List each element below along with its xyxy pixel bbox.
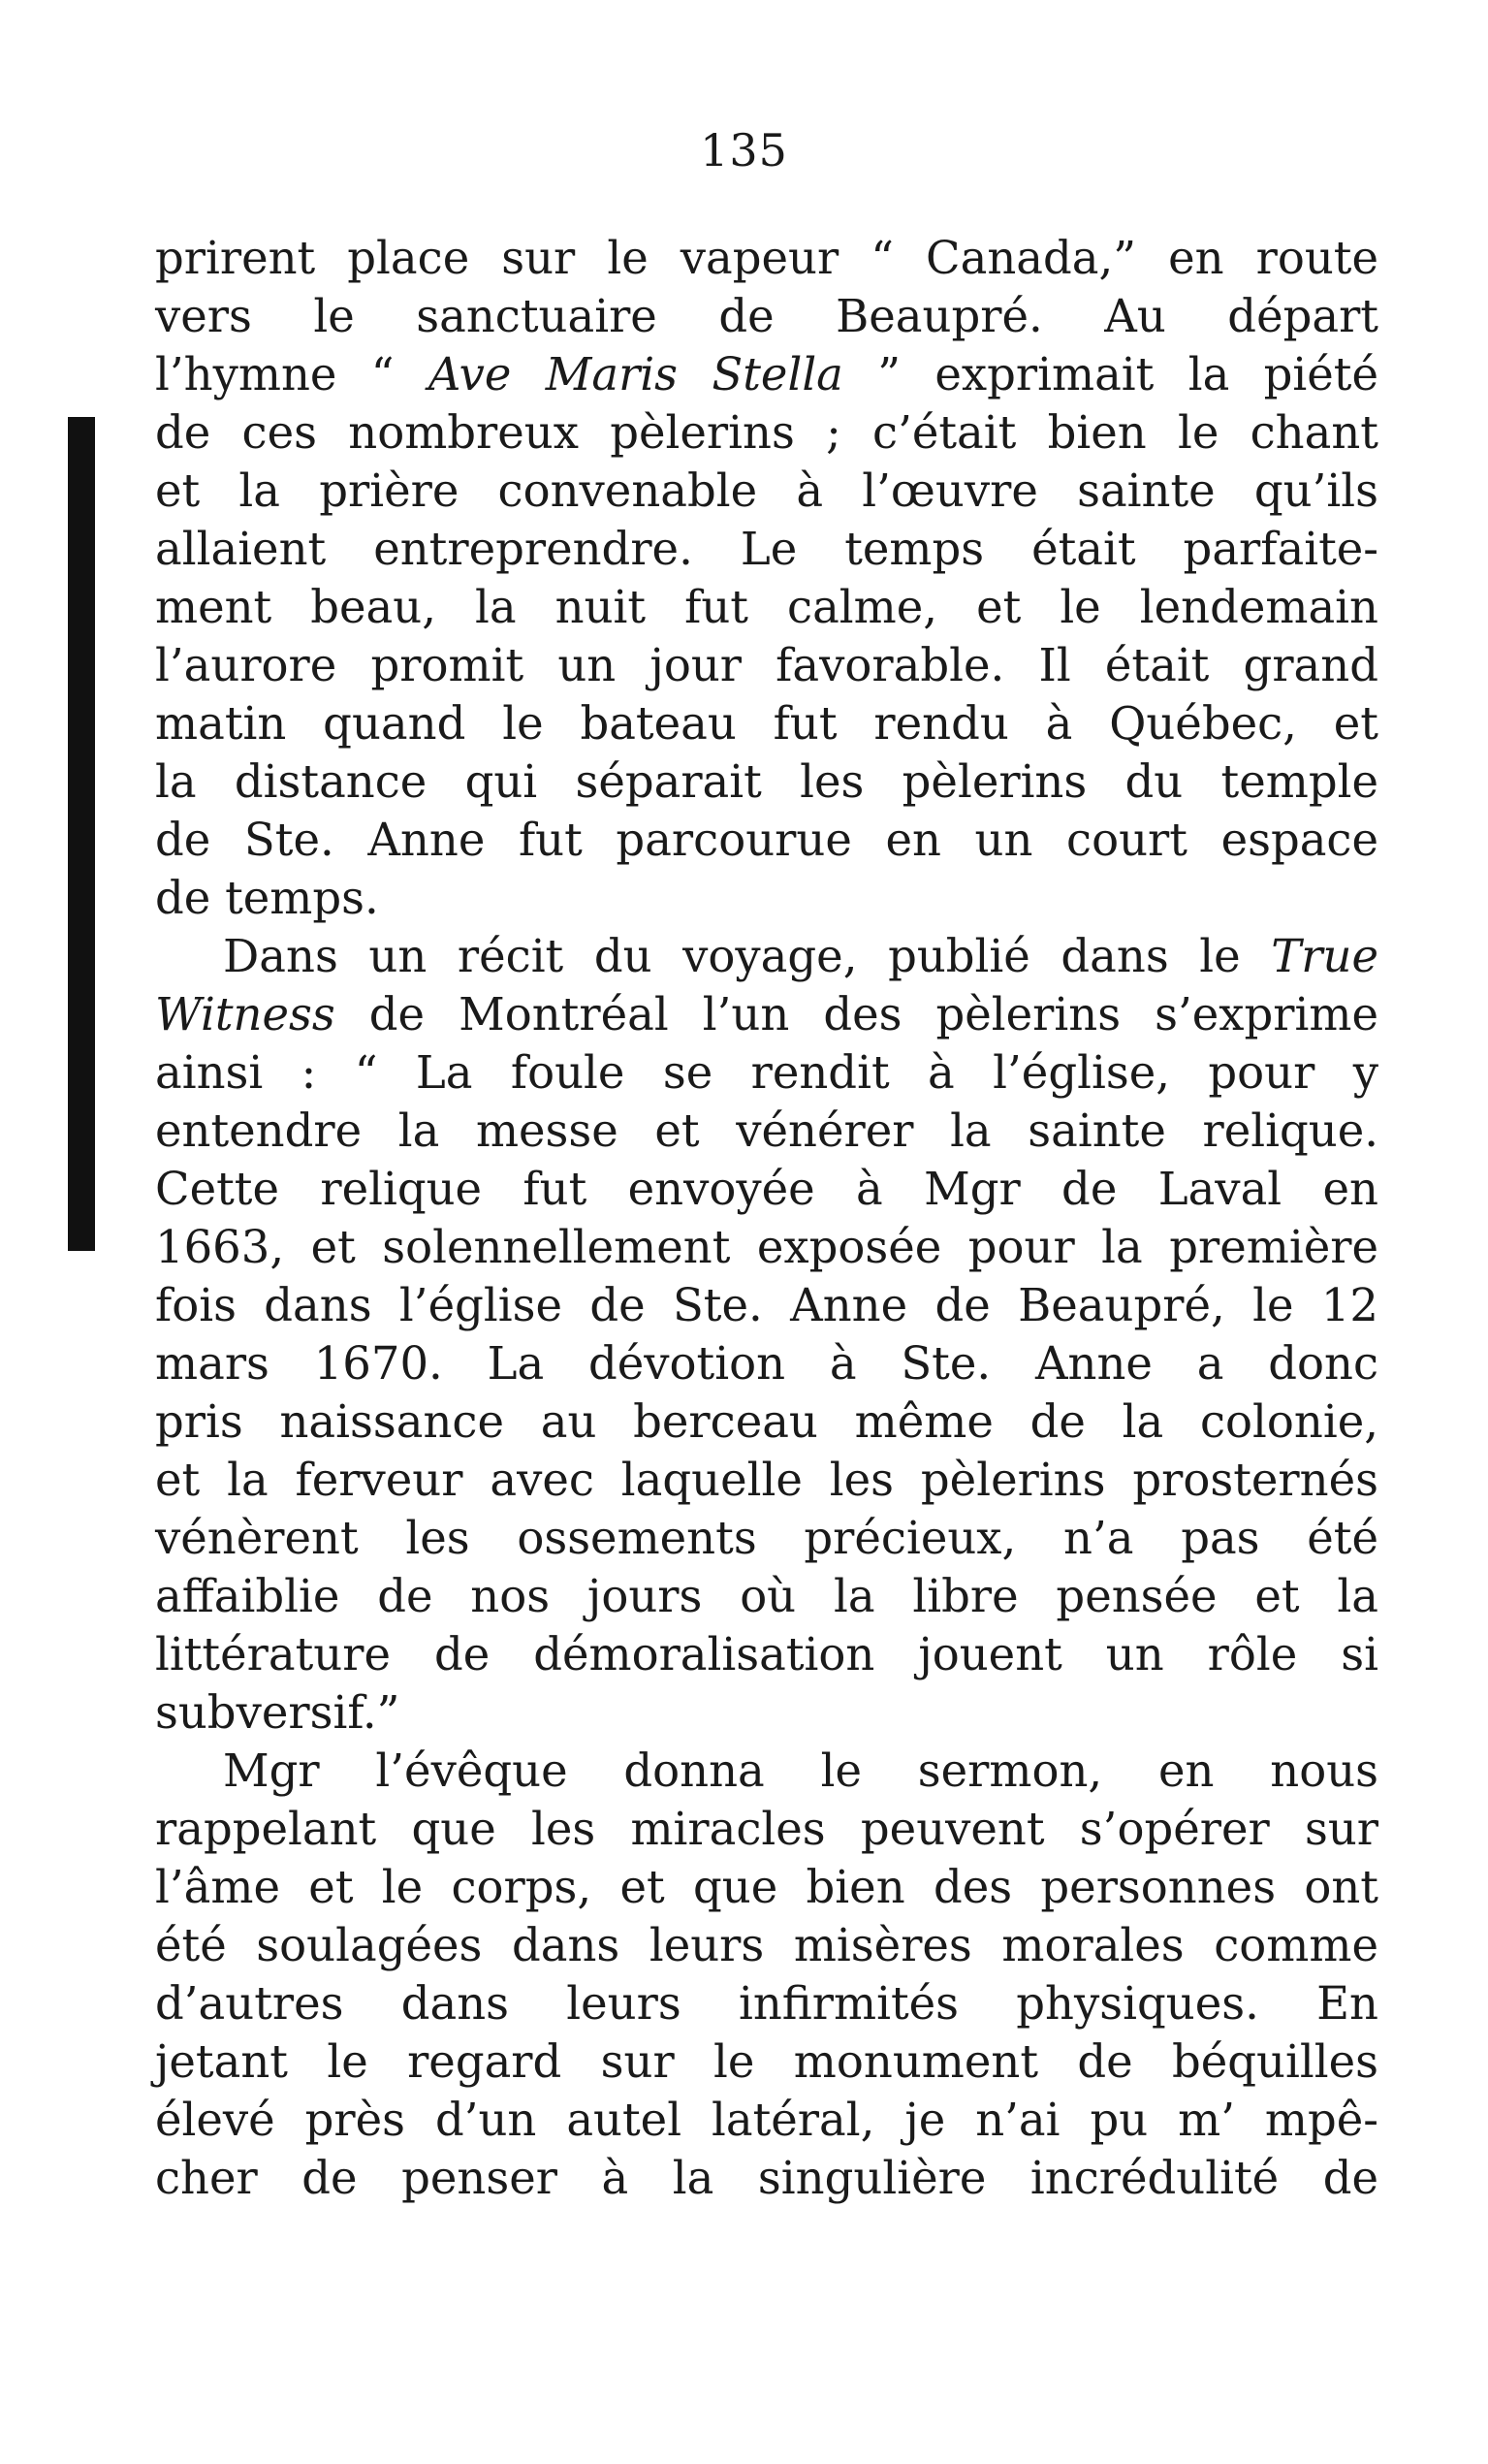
text-line: jetant le regard sur le monument de béquilles bbox=[155, 2035, 1378, 2088]
text-line: mars 1670. La dévotion à Ste. Anne a donc bbox=[155, 1337, 1378, 1390]
text-line: entendre la messe et vénérer la sainte relique. bbox=[155, 1104, 1378, 1157]
text-line: littérature de démoralisation jouent un rôle si bbox=[155, 1628, 1378, 1680]
text-line: ment beau, la nuit fut calme, et le lendemain bbox=[155, 581, 1378, 633]
italic-title: Witness bbox=[155, 988, 335, 1040]
text-line: vers le sanctuaire de Beaupré. Au départ bbox=[155, 290, 1378, 342]
text-line: affaiblie de nos jours où la libre pensée et la bbox=[155, 1570, 1378, 1622]
text-line: fois dans l’église de Ste. Anne de Beaupré, le 12 bbox=[155, 1279, 1378, 1331]
page-number: 135 bbox=[700, 124, 788, 176]
text-segment: ” exprimait la piété bbox=[877, 348, 1379, 400]
text-line bbox=[155, 927, 1378, 985]
margin-bar bbox=[68, 417, 95, 1251]
text-line: l’aurore promit un jour favorable. Il était grand bbox=[155, 639, 1378, 691]
text-line: et la prière convenable à l’œuvre sainte qu’ils bbox=[155, 464, 1378, 517]
text-line: pris naissance au berceau même de la colonie, bbox=[155, 1395, 1378, 1448]
text-line: de ces nombreux pèlerins ; c’était bien le chant bbox=[155, 406, 1378, 459]
text-line: d’autres dans leurs infirmités physiques. En bbox=[155, 1977, 1378, 2030]
text-line: vénèrent les ossements précieux, n’a pas été bbox=[155, 1512, 1378, 1564]
text-line: de temps. bbox=[155, 872, 379, 924]
text-line: cher de penser à la singulière incrédulité de bbox=[155, 2152, 1378, 2204]
text-line: ainsi : “ La foule se rendit à l’église, pour y bbox=[155, 1046, 1378, 1099]
text-line: la distance qui séparait les pèlerins du temple bbox=[155, 755, 1378, 808]
text-line: été soulagées dans leurs misères morales comme bbox=[155, 1919, 1378, 1971]
text-line: allaient entreprendre. Le temps était parfaite- bbox=[155, 523, 1378, 575]
text-segment: de Montréal l’un des pèlerins s’exprime bbox=[334, 988, 1378, 1040]
text-line: de Ste. Anne fut parcourue en un court espace bbox=[155, 814, 1378, 866]
text-line: subversif.” bbox=[155, 1686, 400, 1739]
italic-title: True bbox=[1271, 930, 1378, 982]
text-line: Mgr l’évêque donna le sermon, en nous bbox=[223, 1744, 1378, 1797]
italic-title: Ave Maris Stella bbox=[394, 348, 878, 400]
text-line: 1663, et solennellement exposée pour la première bbox=[155, 1221, 1378, 1273]
body-text bbox=[155, 229, 1378, 2207]
text-line bbox=[155, 345, 1378, 403]
text-segment: l’hymne “ bbox=[155, 348, 395, 400]
text-line: Cette relique fut envoyée à Mgr de Laval en bbox=[155, 1163, 1378, 1215]
text-line bbox=[155, 985, 1378, 1043]
text-line: l’âme et le corps, et que bien des personnes ont bbox=[155, 1861, 1378, 1913]
text-line: élevé près d’un autel latéral, je n’ai pu m’ mpê- bbox=[155, 2094, 1378, 2146]
text-line: et la ferveur avec laquelle les pèlerins prosternés bbox=[155, 1454, 1378, 1506]
text-line: rappelant que les miracles peuvent s’opérer sur bbox=[155, 1803, 1378, 1855]
text-line: prirent place sur le vapeur “ Canada,” en route bbox=[155, 232, 1378, 284]
text-segment: Dans un récit du voyage, publié dans le bbox=[223, 930, 1272, 982]
text-line: matin quand le bateau fut rendu à Québec, et bbox=[155, 697, 1378, 750]
